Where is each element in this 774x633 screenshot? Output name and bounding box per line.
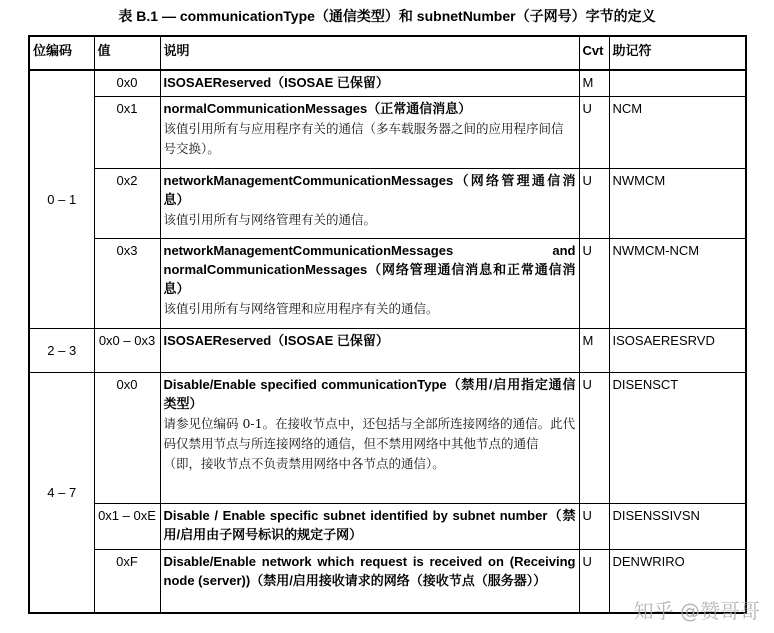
- value-cell: 0x2: [94, 168, 160, 238]
- entry-name: normalCommunicationMessages（正常通信消息）: [163, 100, 472, 116]
- header-cvt: Cvt: [579, 36, 609, 70]
- mnemonic-cell: [609, 70, 746, 96]
- mnemonic-cell: DISENSSIVSN: [609, 503, 746, 549]
- value-cell: 0x1 – 0xE: [94, 503, 160, 549]
- description-cell: [160, 372, 579, 503]
- cvt-cell: U: [579, 549, 609, 613]
- cvt-cell: M: [579, 70, 609, 96]
- cvt-cell: M: [579, 328, 609, 372]
- entry-name: Disable / Enable specific subnet identified by subnet number（禁用/启用由子网号标识的规定子网）: [163, 507, 576, 542]
- entry-description: 该值引用所有与网络管理有关的通信。: [163, 211, 377, 227]
- cvt-cell: U: [579, 168, 609, 238]
- table-row: [29, 503, 746, 549]
- description-cell: [160, 328, 579, 372]
- header-description: 说明: [160, 36, 579, 70]
- table-caption: 表 B.1 — communicationType（通信类型）和 subnetNumber（子网号）字节的定义: [118, 8, 656, 24]
- mnemonic-cell: NWMCM-NCM: [609, 238, 746, 328]
- value-cell: 0x3: [94, 238, 160, 328]
- value-cell: 0x0: [94, 70, 160, 96]
- entry-description: 该值引用所有与应用程序有关的通信（多车载服务器之间的应用程序间信号交换）。: [163, 120, 564, 156]
- watermark: 知乎 @赞哥哥: [633, 599, 760, 623]
- description-cell: [160, 503, 579, 549]
- mnemonic-cell: DISENSCT: [609, 372, 746, 503]
- mnemonic-cell: NWMCM: [609, 168, 746, 238]
- cvt-cell: U: [579, 372, 609, 503]
- mnemonic-cell: DENWRIRO: [609, 549, 746, 613]
- header-mnemonic: 助记符: [609, 36, 746, 70]
- bits-cell: 0 – 1: [29, 70, 94, 328]
- cvt-cell: U: [579, 503, 609, 549]
- cvt-cell: U: [579, 238, 609, 328]
- bits-cell: 4 – 7: [29, 372, 94, 613]
- description-cell: [160, 96, 579, 168]
- description-cell: [160, 238, 579, 328]
- entry-name: Disable/Enable specified communicationType（禁用/启用指定通信类型）: [163, 376, 576, 411]
- entry-name: networkManagementCommunicationMessages and normalCommunicationMessages（网络管理通信消息和正常通信消息）: [163, 242, 576, 296]
- entry-name: ISOSAEReserved（ISOSAE 已保留）: [163, 75, 389, 90]
- entry-name: Disable/Enable network which request is received on (Receiving node (server))（禁用/启用接收请求的网络（接收节点（服务器））: [163, 553, 576, 588]
- mnemonic-cell: ISOSAERESRVD: [609, 328, 746, 372]
- cvt-cell: U: [579, 96, 609, 168]
- header-bits: 位编码: [29, 36, 94, 70]
- table-row: [29, 372, 746, 503]
- entry-description: 请参见位编码 0-1。在接收节点中，还包括与全部所连接网络的通信。此代码仅禁用节点与所连接网络的通信，但不禁用网络中其他节点的通信（即，接收节点不负责禁用网络中各节点的通信）。: [163, 415, 576, 471]
- entry-name: networkManagementCommunicationMessages（网络管理通信消息）: [163, 172, 576, 207]
- header-row: [29, 36, 746, 70]
- description-cell: [160, 168, 579, 238]
- table-row: [29, 96, 746, 168]
- table-row: [29, 328, 746, 372]
- table-row: [29, 238, 746, 328]
- value-cell: 0x0: [94, 372, 160, 503]
- bits-cell: 2 – 3: [29, 328, 94, 372]
- value-cell: 0xF: [94, 549, 160, 613]
- value-cell: 0x0 – 0x3: [94, 328, 160, 372]
- header-value: 值: [94, 36, 160, 70]
- entry-description: 该值引用所有与网络管理和应用程序有关的通信。: [163, 300, 439, 316]
- value-cell: 0x1: [94, 96, 160, 168]
- table-row: [29, 168, 746, 238]
- table-row: [29, 70, 746, 96]
- definition-table: [28, 35, 747, 614]
- entry-name: ISOSAEReserved（ISOSAE 已保留）: [163, 332, 389, 348]
- description-cell: [160, 70, 579, 96]
- mnemonic-cell: NCM: [609, 96, 746, 168]
- description-cell: [160, 549, 579, 613]
